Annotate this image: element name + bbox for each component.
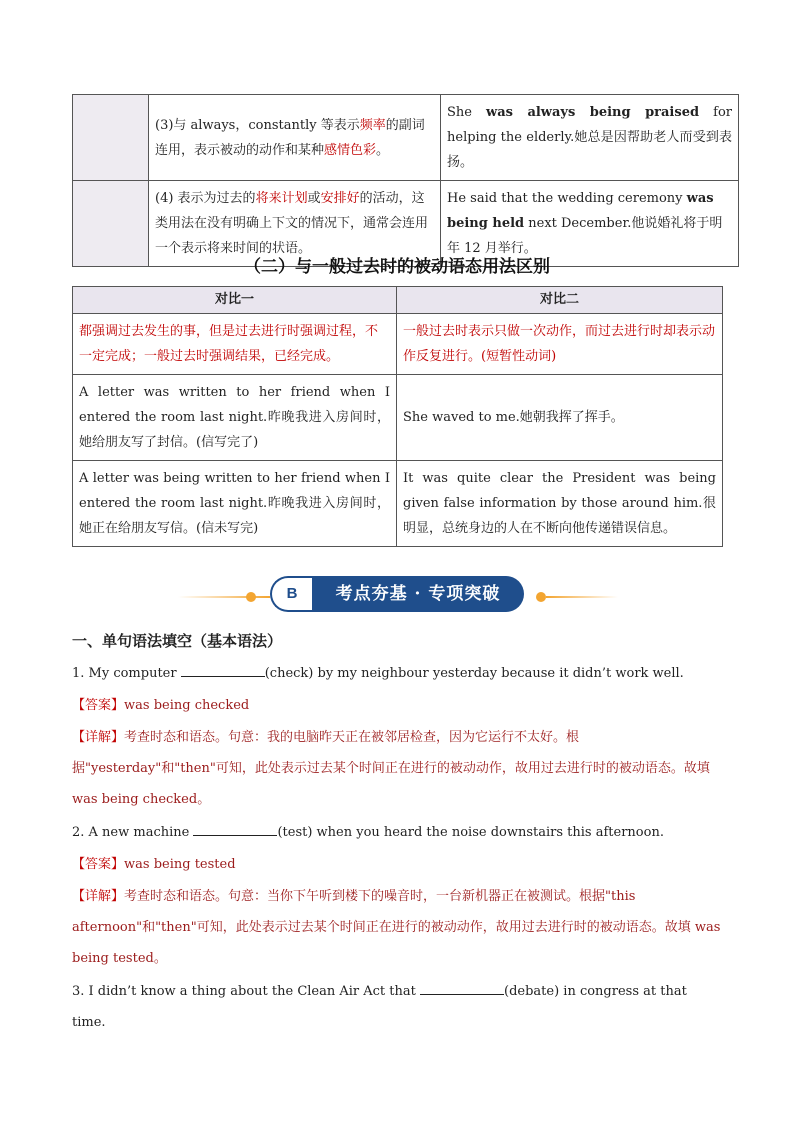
banner-text: 考点夯基 · 专项突破	[335, 584, 501, 604]
highlight-text: 将来计划	[255, 191, 308, 206]
compare-cell: 都强调过去发生的事，但是过去进行时强调过程，不一定完成；一般过去时强调结果，已经完成。	[73, 314, 397, 375]
highlight-text: 安排好	[320, 191, 360, 206]
desc-text: 。	[376, 142, 390, 158]
answer-2	[72, 849, 724, 880]
highlight-text: 频率	[359, 117, 386, 133]
example-text: for helping the elderly.她总是因帮助老人而受到表扬。	[447, 105, 732, 170]
answer-text: was being tested	[124, 857, 236, 872]
question-3: 3. I didn’t know a thing about the Clean Air Act that (debate) in congress at that time.	[72, 976, 724, 1038]
usage-desc	[149, 95, 441, 181]
detail-text: 考查时态和语态。句意：我的电脑昨天正在被邻居检查，因为它运行不太好。根据"yesterday"和"then"可知，此处表示过去某个时间正在进行的被动动作，故用过去进行时的被动语态。故填 was being checked。	[72, 730, 710, 807]
table-row	[73, 314, 723, 375]
bold-phrase: was being held	[447, 191, 714, 231]
table-row	[73, 375, 723, 461]
desc-text: 的活动，这类用法在没有明确上下文的情况下，通常会连用一个表示将来时间的状语。	[155, 191, 429, 256]
blank-cell	[73, 95, 149, 181]
desc-text: 或	[307, 191, 321, 206]
compare-cell: It was quite clear the President was being given false information by those around him.很明显，总统身边的人在不断向他传递错误信息。	[397, 461, 723, 547]
answer-blank[interactable]	[420, 981, 504, 995]
detail-1	[72, 722, 724, 815]
column-header: 对比二	[397, 287, 723, 314]
answer-blank[interactable]	[193, 822, 277, 836]
example-text: next December.他说婚礼将于明年 12 月举行。	[447, 216, 723, 256]
answer-1	[72, 690, 724, 721]
compare-cell: 一般过去时表示只做一次动作，而过去进行时却表示动作反复进行。(短暂性动词)	[397, 314, 723, 375]
banner-letter-box	[270, 576, 312, 612]
banner-dot-left	[246, 592, 256, 602]
usage-example	[441, 95, 739, 181]
exercise-heading: 一、单句语法填空（基本语法）	[72, 632, 283, 650]
question-2: 2. A new machine (test) when you heard the noise downstairs this afternoon.	[72, 817, 724, 848]
detail-2	[72, 881, 724, 974]
banner-text-box	[312, 576, 524, 612]
detail-text: 考查时态和语态。句意：当你下午听到楼下的噪音时，一台新机器正在被测试。根据"this afternoon"和"then"可知，此处表示过去某个时间正在进行的被动动作，故用过去进行时的被动语态。故填 was being tested。	[72, 889, 721, 966]
compare-cell: She waved to me.她朝我挥了挥手。	[397, 375, 723, 461]
section-title: （二）与一般过去时的被动语态用法区别	[244, 257, 550, 277]
table-row	[73, 461, 723, 547]
answer-blank[interactable]	[181, 663, 265, 677]
compare-cell: A letter was being written to her friend when I entered the room last night.昨晚我进入房间时，她正在给朋友写信。(信未写完)	[73, 461, 397, 547]
highlight-text: 感情色彩	[324, 142, 377, 158]
answer-label: 【答案】	[72, 857, 125, 872]
banner-line-left	[178, 596, 270, 598]
answer-text: was being checked	[124, 698, 250, 713]
banner-dot-right	[536, 592, 546, 602]
compare-cell: A letter was written to her friend when I entered the room last night.昨晚我进入房间时，她给朋友写了封信。(信写完了)	[73, 375, 397, 461]
desc-text: (3)与 always，constantly 等表示	[155, 117, 360, 133]
banner	[270, 576, 524, 612]
detail-label: 【详解】	[72, 730, 125, 745]
table-header-row	[73, 287, 723, 314]
desc-text: 的副词连用，表示被动的动作和某种	[155, 117, 425, 158]
comparison-table	[72, 286, 723, 547]
banner-letter: B	[286, 585, 298, 602]
column-header: 对比一	[73, 287, 397, 314]
example-text: She	[447, 105, 487, 120]
desc-text: (4) 表示为过去的	[155, 191, 256, 206]
table-row	[73, 95, 739, 181]
question-1: 1. My computer (check) by my neighbour yesterday because it didn’t work well.	[72, 658, 724, 689]
example-text: He said that the wedding ceremony	[447, 191, 687, 206]
bold-phrase: was always being praised	[486, 105, 700, 120]
detail-label: 【详解】	[72, 889, 125, 904]
banner-line-right	[546, 596, 618, 598]
usage-table	[72, 94, 739, 267]
answer-label: 【答案】	[72, 698, 125, 713]
